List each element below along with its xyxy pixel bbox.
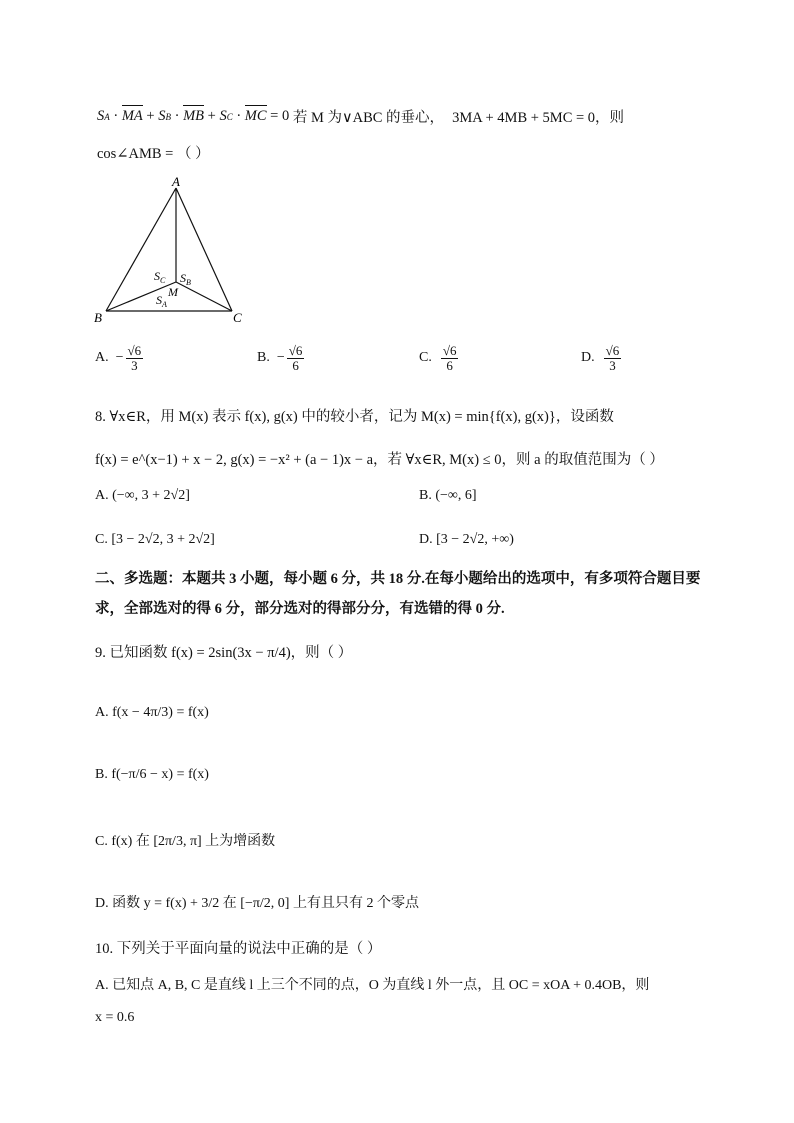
q10-option-a-line2: x = 0.6 xyxy=(95,1010,135,1025)
q9-option-a[interactable]: A. f(x − 4π/3) = f(x) xyxy=(95,705,209,720)
q8-stem-line2: f(x) = e^(x−1) + x − 2, g(x) = −x² + (a − 1)x − a，若 ∀x∈R, M(x) ≤ 0，则 a 的取值范围为（ ） xyxy=(95,452,664,468)
vertex-c-label: C xyxy=(233,310,242,322)
q9-option-b[interactable]: B. f(−π/6 − x) = f(x) xyxy=(95,767,209,782)
edge-ac xyxy=(176,188,232,311)
q7-option-c[interactable]: C. $\frac{√6}{6}$ xyxy=(419,343,457,373)
area-sb-label: $S_B$ xyxy=(180,271,191,287)
intro-question xyxy=(97,142,210,163)
q10-option-a-line1[interactable]: A. 已知点 A, B, C 是直线 l 上三个不同的点，O 为直线 l 外一点，且 OC = xOA + 0.4OB，则 xyxy=(95,978,650,993)
intro-formula-line: S A · MA + S B · MB + S C · MC = 0 若 M 为∨ABC 的垂心， 3MA + 4MB + 5MC = 0，则 xyxy=(97,108,625,126)
q8-stem-line1: 8. ∀x∈R，用 M(x) 表示 f(x), g(x) 中的较小者，记为 M(x) = min{f(x), g(x)}，设函数 xyxy=(95,409,614,425)
intro-question-text: cos∠AMB = （ ） xyxy=(97,146,210,162)
section2-heading-line2: 求，全部选对的得 6 分，部分选对的得部分分，有选错的得 0 分. xyxy=(95,601,505,617)
vertex-a-label: A xyxy=(172,174,180,189)
section2-heading-line1: 二、多选题：本题共 3 小题，每小题 6 分，共 18 分.在每小题给出的选项中，有多项符合题目要 xyxy=(95,571,701,587)
area-sc-label: $S_C$ xyxy=(154,269,166,285)
q8-option-d[interactable]: D. [3 − 2√2, +∞) xyxy=(419,532,514,547)
q8-option-b[interactable]: B. (−∞, 6] xyxy=(419,488,477,503)
intro-text-orthocenter: 若 M 为∨ABC 的垂心， xyxy=(292,110,445,126)
intro-condition: 3MA + 4MB + 5MC = 0，则 xyxy=(452,110,625,126)
q9-option-d[interactable]: D. 函数 y = f(x) + 3/2 在 [−π/2, 0] 上有且只有 2 个零点 xyxy=(95,896,419,911)
q8-option-c[interactable]: C. [3 − 2√2, 3 + 2√2] xyxy=(95,532,215,547)
vertex-b-label: B xyxy=(94,310,102,322)
q9-stem: 9. 已知函数 f(x) = 2sin(3x − π/4)，则（ ） xyxy=(95,645,353,661)
q7-option-b[interactable]: B. − $\frac{√6}{6}$ xyxy=(257,343,303,373)
point-m-label: M xyxy=(168,285,178,299)
edge-ab xyxy=(106,188,176,311)
triangle-figure xyxy=(92,172,262,322)
q7-option-a[interactable]: A. − $\frac{√6}{3}$ xyxy=(95,343,142,373)
q7-option-d[interactable]: D. $\frac{√6}{3}$ xyxy=(581,343,620,373)
area-sa-label: $S_A$ xyxy=(156,293,167,309)
segment-cm xyxy=(176,282,232,311)
q10-stem: 10. 下列关于平面向量的说法中正确的是（ ） xyxy=(95,941,382,957)
q8-option-a[interactable]: A. (−∞, 3 + 2√2] xyxy=(95,488,190,503)
q9-option-c[interactable]: C. f(x) 在 [2π/3, π] 上为增函数 xyxy=(95,834,276,849)
